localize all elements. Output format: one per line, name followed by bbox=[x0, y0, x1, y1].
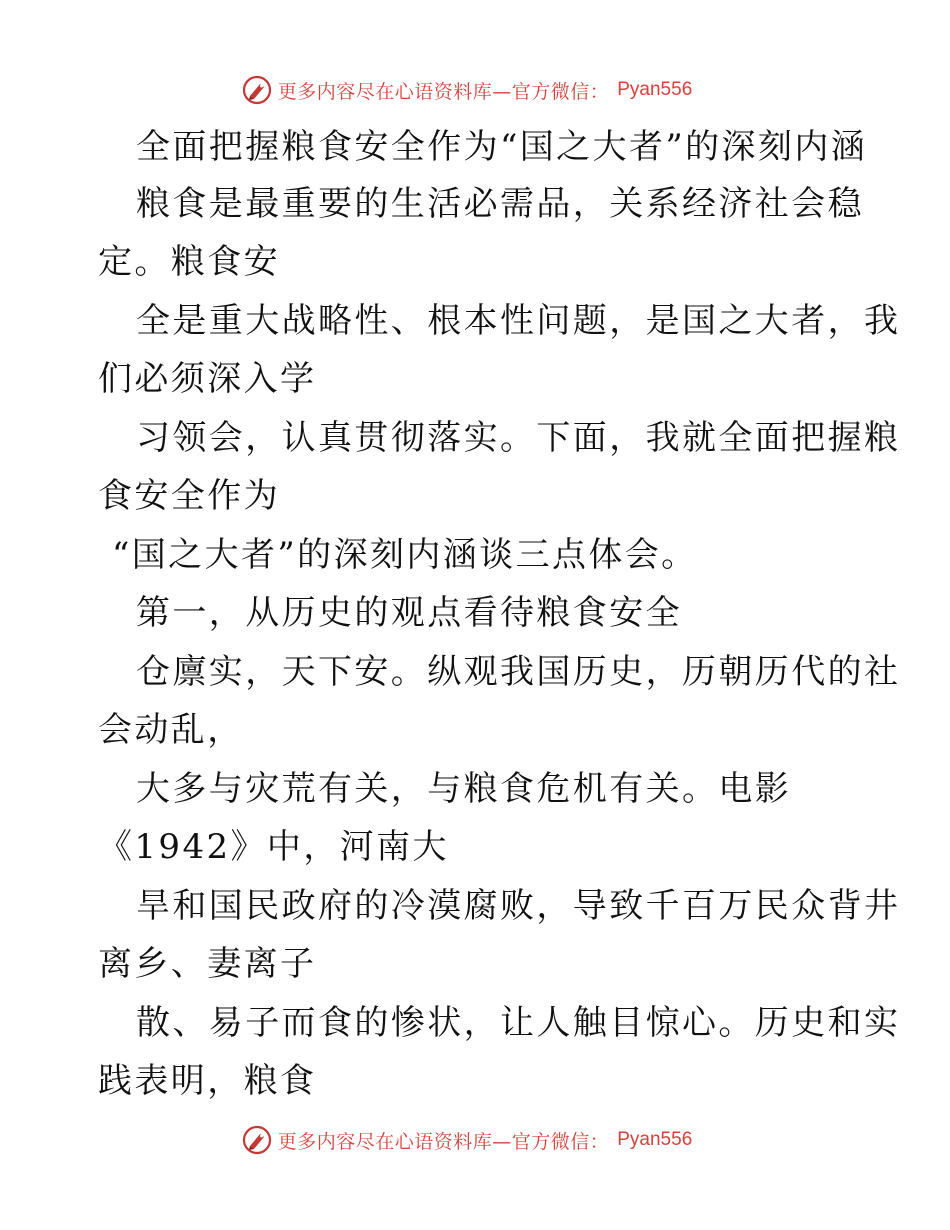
paragraph-line: 旱和国民政府的冷漠腐败，导致千百万民众背井 bbox=[136, 886, 901, 926]
document-title: 全面把握粮食安全作为“国之大者”的深刻内涵 bbox=[136, 127, 868, 167]
paragraph-line: 食安全作为 bbox=[98, 476, 280, 516]
pen-nib-logo-icon bbox=[242, 75, 272, 105]
watermark-wechat-id: Pyan556 bbox=[617, 1129, 693, 1150]
footer-watermark bbox=[0, 1120, 950, 1160]
paragraph-line: 散、易子而食的惨状，让人触目惊心。历史和实 bbox=[136, 1003, 901, 1043]
section-heading: 第一，从历史的观点看待粮食安全 bbox=[136, 593, 682, 633]
watermark-text: 更多内容尽在心语资料库—官方微信： bbox=[277, 1130, 610, 1153]
paragraph-line: 践表明，粮食 bbox=[98, 1061, 317, 1101]
pen-nib-logo-icon bbox=[242, 1125, 272, 1155]
paragraph-line: “国之大者”的深刻内涵谈三点体会。 bbox=[112, 535, 698, 575]
paragraph-line: 们必须深入学 bbox=[98, 359, 317, 399]
paragraph-line: 全是重大战略性、根本性问题，是国之大者，我 bbox=[136, 301, 901, 341]
paragraph-line: 《1942》中，河南大 bbox=[98, 827, 449, 867]
paragraph-line: 定。粮食安 bbox=[98, 242, 280, 282]
header-watermark bbox=[0, 70, 950, 110]
paragraph-line: 大多与灾荒有关，与粮食危机有关。电影 bbox=[136, 769, 792, 809]
paragraph-line: 会动乱， bbox=[98, 710, 244, 750]
paragraph-line: 粮食是最重要的生活必需品，关系经济社会稳 bbox=[136, 184, 864, 224]
paragraph-line: 习领会，认真贯彻落实。下面，我就全面把握粮 bbox=[136, 418, 901, 458]
watermark-wechat-id: Pyan556 bbox=[617, 79, 693, 100]
watermark-text: 更多内容尽在心语资料库—官方微信： bbox=[277, 80, 610, 103]
paragraph-line: 仓廪实，天下安。纵观我国历史，历朝历代的社 bbox=[136, 652, 901, 692]
paragraph-line: 离乡、妻离子 bbox=[98, 944, 317, 984]
